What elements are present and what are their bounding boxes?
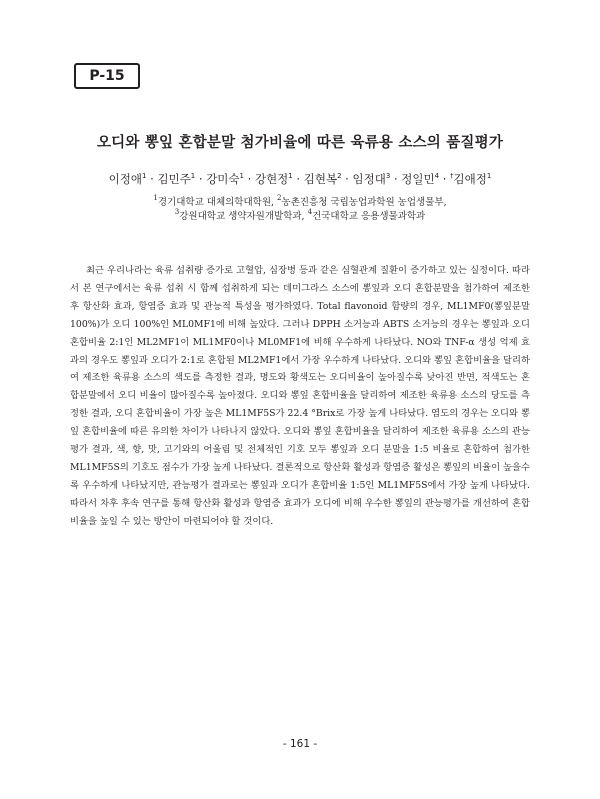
affiliation-line-1	[0, 194, 600, 208]
author-separator: ·	[292, 172, 304, 186]
author-separator: ·	[439, 172, 451, 186]
page-number: - 161 -	[282, 738, 318, 750]
author-separator: ·	[341, 172, 353, 186]
affiliation-1: $^1$경기대학교 대체의학대학원,	[153, 194, 278, 208]
affiliation-2: $^2$농촌진흥청 국립농업과학원 농업생물부,	[277, 194, 447, 208]
affiliation-3: $^3$강원대학교 생약자원개발학과,	[174, 208, 308, 222]
affiliation-line-2	[0, 208, 600, 222]
author-name: 김민주$^1$	[157, 172, 196, 186]
author-separator: ·	[146, 172, 158, 186]
author-name: 강현정$^1$	[254, 172, 293, 186]
author-name: 이정애$^1$	[108, 172, 147, 186]
poster-number-tag: P-15	[74, 63, 140, 89]
abstract-text: 최근 우리나라는 육류 섭취량 증가로 고혈압, 심장병 등과 같은 심혈관계 질환이 증가하고 있는 실정이다. 따라서 본 연구에서는 육류 섭취 시 함께 섭취하게 되는 데미그라스 소스에 뽕잎과 오디 혼합분말을 첨가하여 제조한 후 항산화 효과, 항염증 효과 및 관능적 특성을 평가하였다. Total flavonoid 함량의 경우, ML1MF0(뽕잎분말 100%)가 오디 100%인 ML0MF1에 비해 높았다. 그러나 DPPH 소거능과 ABTS 소거능의 경우는 뽕잎과 오디 혼합비율 2:1인 ML2MF1이 ML1MF0이나 ML0MF1에 비해 우수하게 나타났다. NO와 TNF-α 생성 억제 효과의 경우도 뽕잎과 오디가 2:1로 혼합된 ML2MF1에서 가장 우수하게 나타났다. 오디와 뽕잎 혼합비율을 달리하여 제조한 육류용 소스의 색도를 측정한 결과, 명도와 황색도는 오디비율이 높아질수록 낮아진 반면, 적색도는 혼합분말에서 오디 비율이 많아질수록 높아졌다. 오디와 뽕잎 혼합비율을 달리하여 제조한 육류용 소스의 당도를 측정한 결과, 오디 혼합비율이 가장 높은 ML1MF5S가 22.4 °Brix로 가장 높게 나타났다. 염도의 경우는 오디와 뽕잎 혼합비율에 따른 유의한 차이가 나타나지 않았다. 오디와 뽕잎 혼합비율을 달리하여 제조한 육류용 소스의 관능평가 결과, 색, 향, 맛, 고기와의 어울림 및 전체적인 기호 모두 뽕잎과 오디 분말을 1:5 비율로 혼합하여 첨가한 ML1MF5S의 기호도 점수가 가장 높게 나타났다. 결론적으로 항산화 활성과 항염증 활성은 뽕잎의 비율이 높을수록 우수하게 나타났지만, 관능평가 결과로는 뽕잎과 오디가 혼합비율 1:5인 ML1MF5S에서 가장 높게 나타났다. 따라서 차후 후속 연구를 통해 항산화 활성과 항염증 효과가 오디에 비해 우수한 뽕잎의 관능평가를 개선하여 혼합비율을 높일 수 있는 방안이 마련되어야 할 것이다.	[70, 265, 533, 527]
author-name: 김현복$^2$	[303, 172, 342, 186]
author-separator: ·	[390, 172, 402, 186]
author-list	[0, 171, 600, 187]
author-separator: ·	[195, 172, 207, 186]
paper-title: 오디와 뽕잎 혼합분말 첨가비율에 따른 육류용 소스의 품질평가	[96, 135, 504, 151]
author-separator: ·	[244, 172, 255, 186]
author-name: †김애정$^1$	[450, 172, 492, 186]
author-name: 강미숙$^1$	[206, 172, 244, 186]
affiliation-4: $^4$건국대학교 응용생물과학과	[307, 208, 426, 222]
author-name: 임정대$^3$	[352, 172, 391, 186]
author-name: 정일민$^4$	[401, 172, 440, 186]
